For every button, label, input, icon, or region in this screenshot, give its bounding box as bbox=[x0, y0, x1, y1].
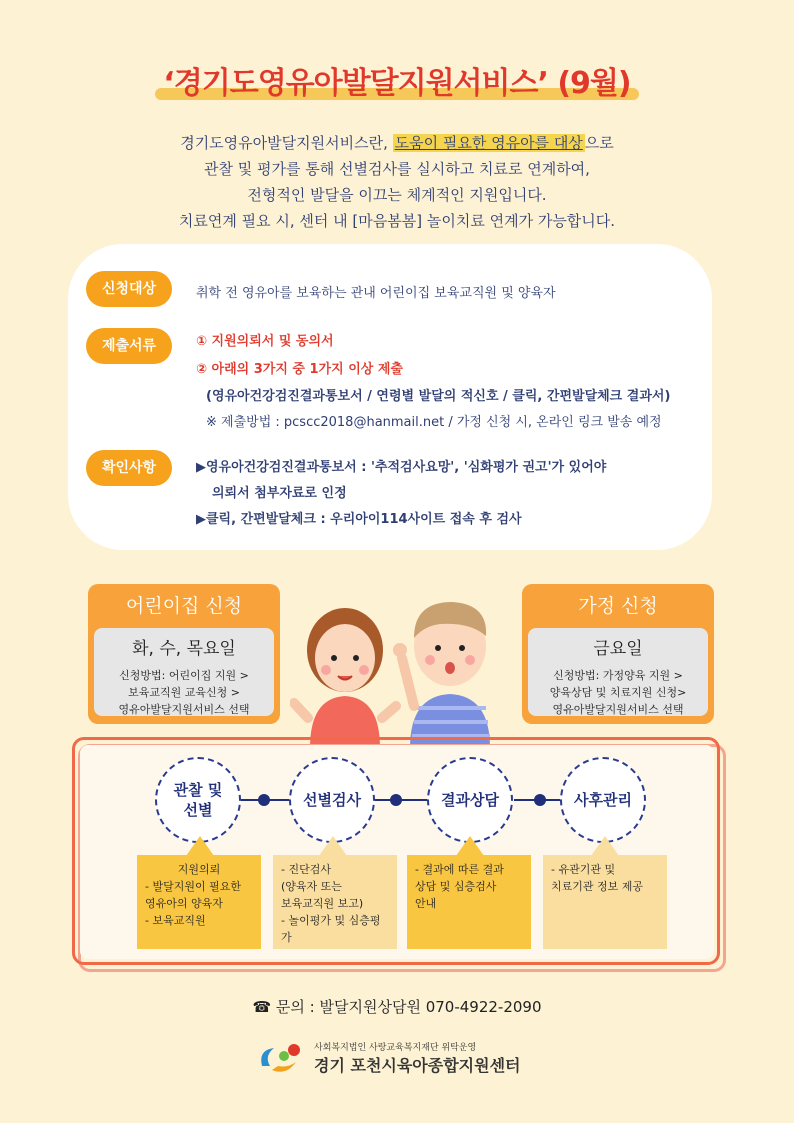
intro-highlight: 도움이 필요한 영유아를 대상 bbox=[394, 134, 583, 152]
docs-item-2: ② 아래의 3가지 중 1가지 이상 제출 bbox=[196, 362, 403, 377]
note-step-1 bbox=[137, 855, 261, 949]
note3-line3: 안내 bbox=[415, 897, 437, 910]
home-method-3: 영유아발달지원서비스 선택 bbox=[552, 703, 684, 716]
docs-item-1: ① 지원의뢰서 및 동의서 bbox=[196, 334, 334, 349]
contact-info: ☎ 문의 : 발달지원상담원 070-4922-2090 bbox=[252, 998, 542, 1016]
check-line-1: ▶영유아건강검진결과통보서 : '추적검사요망', '심화평가 권고'가 있어야 bbox=[196, 460, 607, 475]
footer-logo bbox=[256, 1040, 521, 1076]
home-apply-title: 가정 신청 bbox=[578, 595, 658, 617]
step-observe bbox=[155, 757, 241, 843]
intro-line-2: 관찰 및 평가를 통해 선별검사를 실시하고 치료로 연계하여, bbox=[204, 160, 590, 178]
daycare-apply-body bbox=[94, 628, 274, 716]
note4-line2: 치료기관 정보 제공 bbox=[551, 880, 644, 893]
note-arrow-2 bbox=[319, 836, 347, 856]
daycare-apply-title: 어린이집 신청 bbox=[125, 595, 243, 617]
note1-line3: 영유아의 양육자 bbox=[145, 897, 223, 910]
intro-line-1 bbox=[0, 130, 794, 156]
note-step-3 bbox=[407, 855, 531, 949]
home-method-2: 양육상담 및 치료지원 신청> bbox=[549, 686, 687, 699]
home-apply-box bbox=[522, 584, 714, 724]
note2-line3: 보육교직원 보고) bbox=[281, 897, 364, 910]
page-title bbox=[155, 58, 638, 102]
intro-paragraph bbox=[0, 130, 794, 234]
note1-line4: - 보육교직원 bbox=[145, 914, 206, 927]
note-step-2 bbox=[273, 855, 397, 949]
note1-line1: 지원의뢰 bbox=[177, 863, 221, 876]
note3-line1: - 결과에 따른 결과 bbox=[415, 863, 504, 876]
footer-operator: 사회복지법인 사랑교육복지재단 위탁운영 bbox=[314, 1043, 477, 1053]
note2-line4: - 놀이평가 및 심층평가 bbox=[281, 914, 381, 944]
flow-dot-3 bbox=[534, 794, 546, 806]
docs-pill: 제출서류 bbox=[86, 328, 172, 364]
step-result-consult bbox=[427, 757, 513, 843]
daycare-method-1: 신청방법: 어린이집 지원 > bbox=[119, 669, 249, 682]
step-screening-label: 선별검사 bbox=[303, 791, 361, 809]
intro-line1-post: 으로 bbox=[584, 134, 614, 152]
step-aftercare bbox=[560, 757, 646, 843]
target-text: 취학 전 영유아를 보육하는 관내 어린이집 보육교직원 및 양육자 bbox=[196, 286, 556, 301]
daycare-method-2: 보육교직원 교육신청 > bbox=[128, 686, 240, 699]
target-pill: 신청대상 bbox=[86, 271, 172, 307]
daycare-days: 화, 수, 목요일 bbox=[132, 639, 236, 659]
page-title-text: ‘경기도영유아발달지원서비스’ (9월) bbox=[163, 66, 631, 101]
intro-line-3: 전형적인 발달을 이끄는 체계적인 지원입니다. bbox=[247, 186, 547, 204]
note3-line2: 상담 및 심층검사 bbox=[415, 880, 497, 893]
home-apply-body bbox=[528, 628, 708, 716]
note2-line1: - 진단검사 bbox=[281, 863, 331, 876]
note4-line1: - 유관기관 및 bbox=[551, 863, 616, 876]
daycare-apply-box bbox=[88, 584, 280, 724]
docs-method: ※ 제출방법 : pcscc2018@hanmail.net / 가정 신청 시, 온라인 링크 발송 예정 bbox=[206, 415, 662, 430]
note-step-4 bbox=[543, 855, 667, 949]
check-line-3: ▶클릭, 간편발달체크 : 우리아이114사이트 접속 후 검사 bbox=[196, 512, 522, 527]
check-line-2: 의뢰서 첨부자료로 인정 bbox=[212, 486, 347, 501]
docs-item-2-detail: (영유아건강검진결과통보서 / 연령별 발달의 적신호 / 클릭, 간편발달체크 결과서) bbox=[206, 389, 671, 404]
note-arrow-3 bbox=[456, 836, 484, 856]
note1-line2: - 발달지원이 필요한 bbox=[145, 880, 241, 893]
children-illustration bbox=[290, 588, 510, 748]
step-observe-line2: 선별 bbox=[183, 801, 213, 819]
title-wrap bbox=[0, 58, 794, 102]
step-observe-line1: 관찰 및 bbox=[173, 781, 223, 799]
note-arrow-1 bbox=[186, 836, 214, 856]
footer-center-name: 경기 포천시육아종합지원센터 bbox=[314, 1056, 521, 1075]
center-logo-icon bbox=[256, 1040, 308, 1076]
daycare-method-3: 영유아발달지원서비스 선택 bbox=[118, 703, 250, 716]
home-method-1: 신청방법: 가정양육 지원 > bbox=[553, 669, 683, 682]
flow-dot-1 bbox=[258, 794, 270, 806]
note-arrow-4 bbox=[591, 836, 619, 856]
check-pill: 확인사항 bbox=[86, 450, 172, 486]
step-screening bbox=[289, 757, 375, 843]
step-result-label: 결과상담 bbox=[441, 791, 499, 809]
flow-dot-2 bbox=[390, 794, 402, 806]
intro-line1-pre: 경기도영유아발달지원서비스란, bbox=[180, 134, 393, 152]
intro-line-4: 치료연계 필요 시, 센터 내 [마음봄봄] 놀이치료 연계가 가능합니다. bbox=[178, 212, 616, 230]
note2-line2: (양육자 또는 bbox=[281, 880, 342, 893]
step-aftercare-label: 사후관리 bbox=[574, 791, 632, 809]
home-days: 금요일 bbox=[593, 639, 643, 659]
